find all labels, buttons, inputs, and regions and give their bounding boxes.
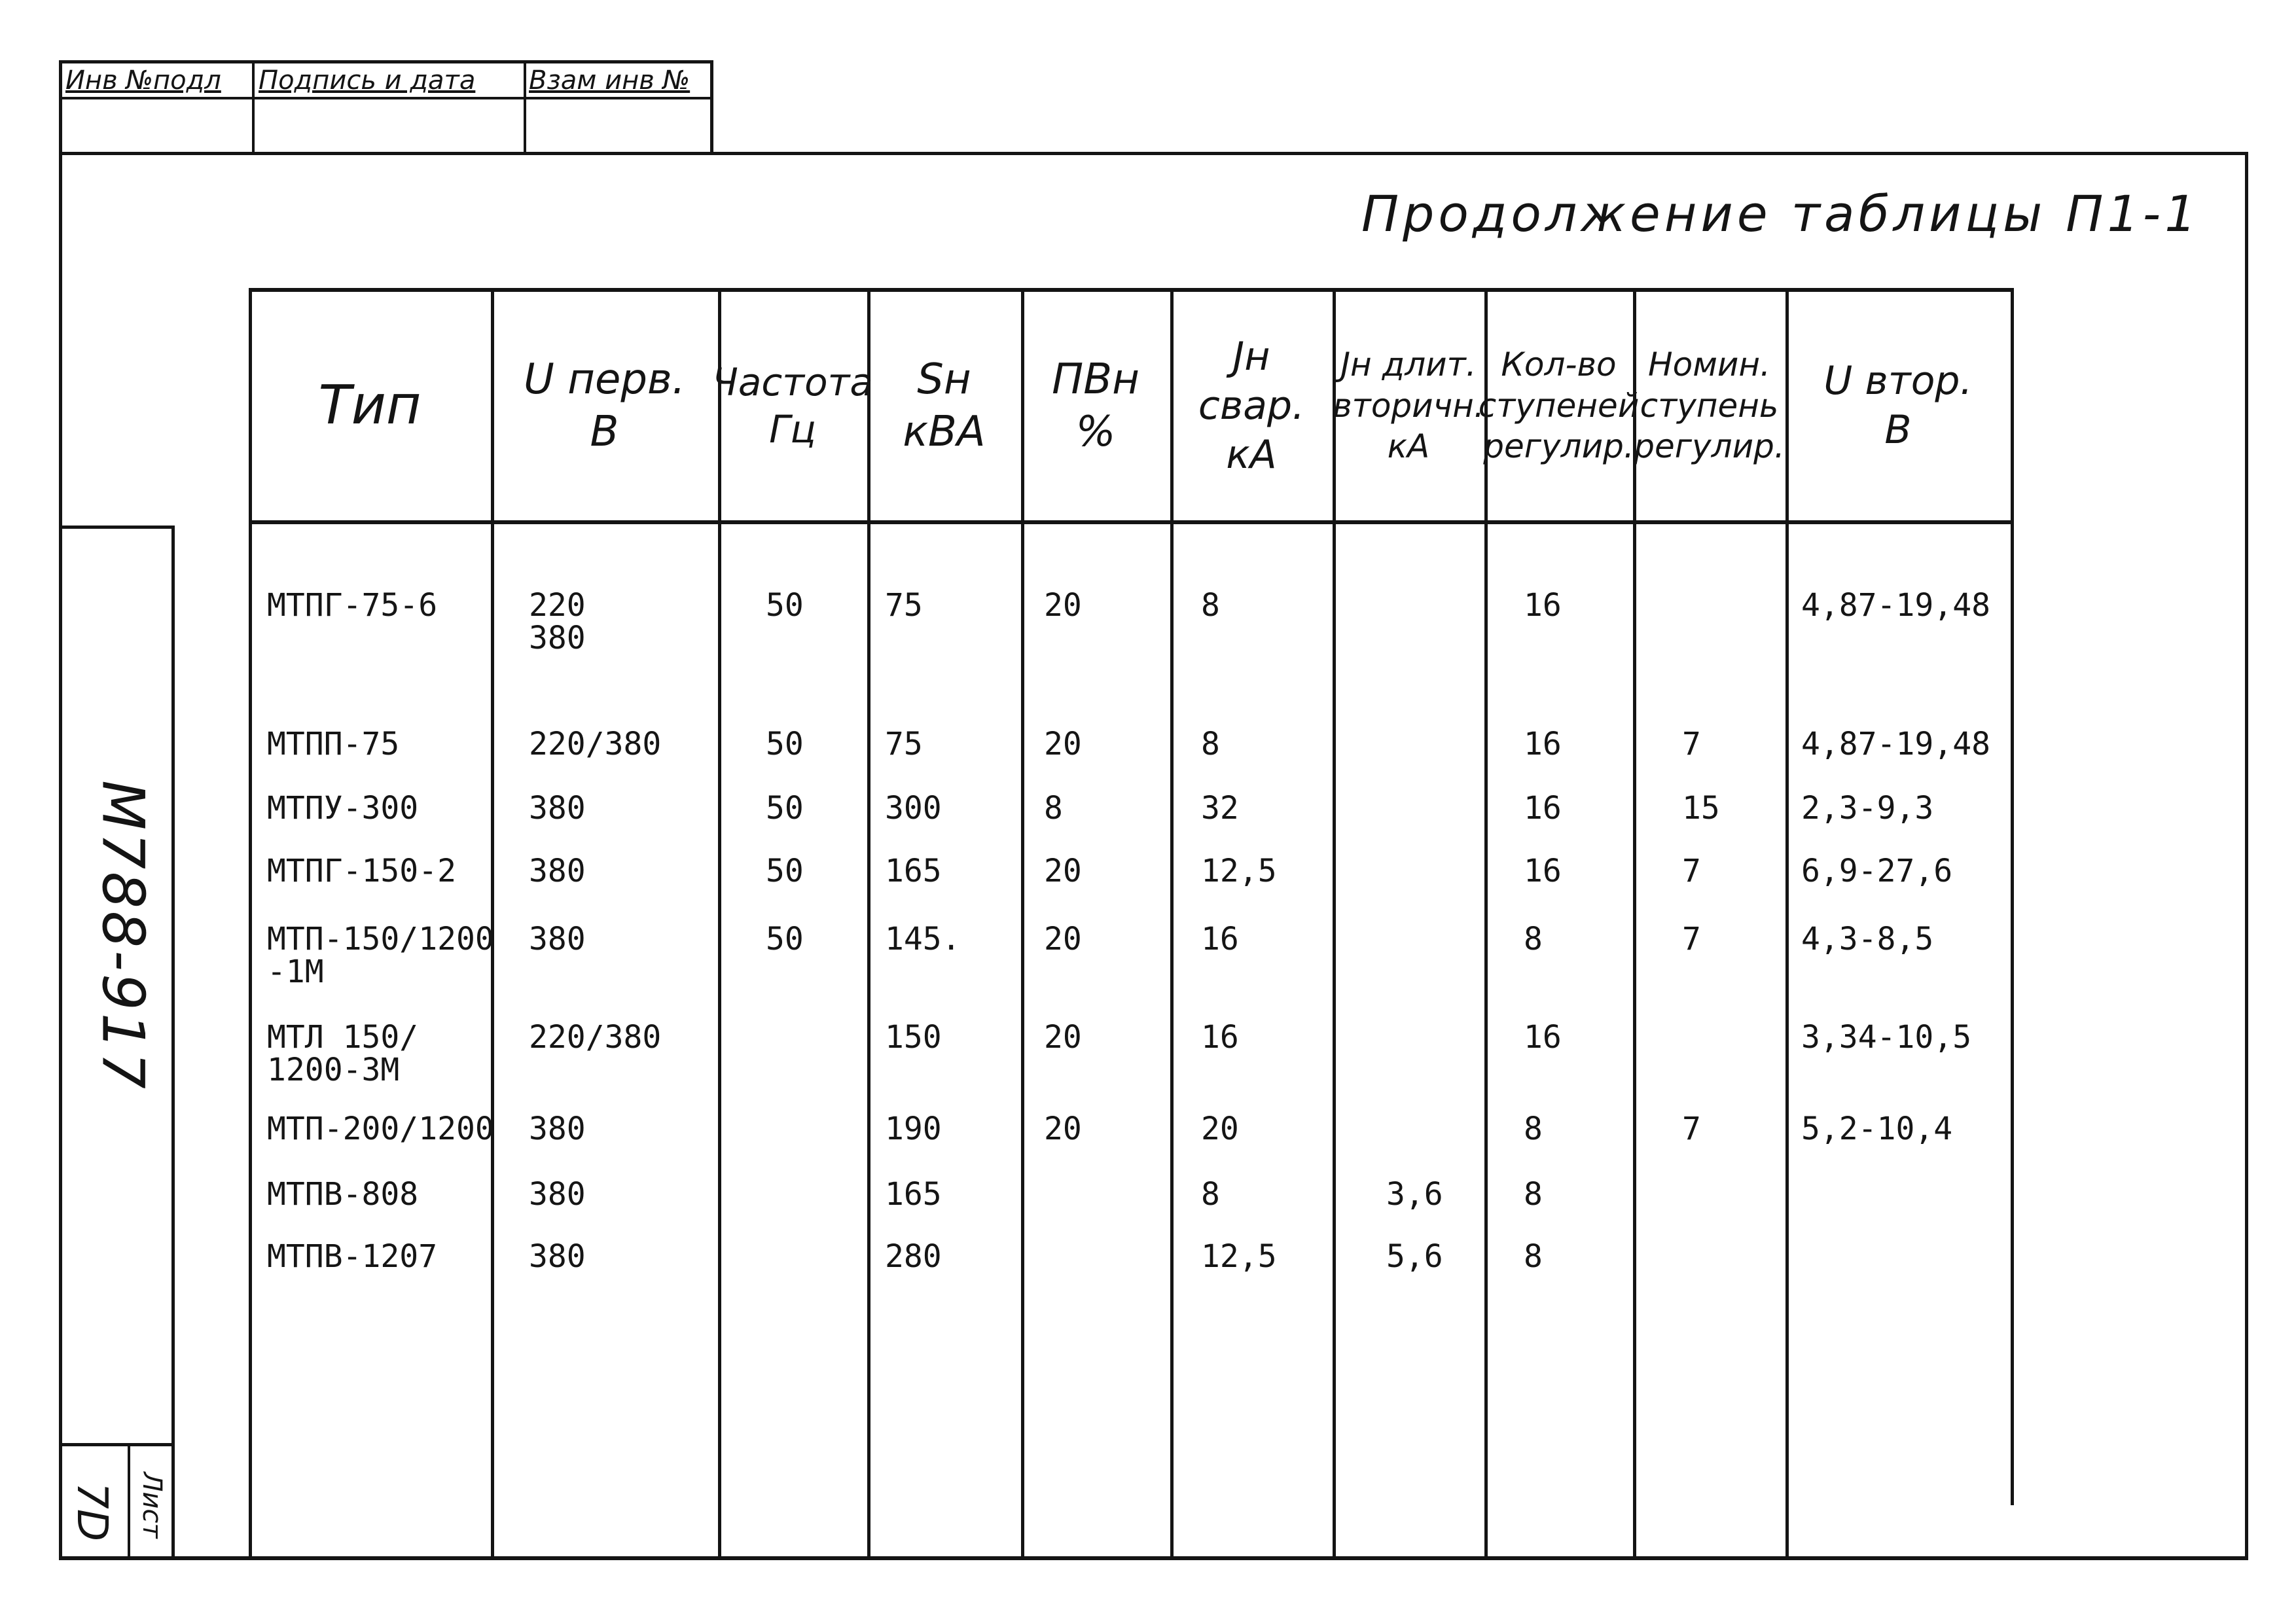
column-header-line: кА: [1387, 427, 1430, 466]
column-header-line: Частота: [712, 359, 873, 404]
sheet-label: Лист: [137, 1472, 167, 1539]
stamp-mid-line: [60, 97, 712, 99]
column-header-2: [712, 288, 873, 524]
table-column-line-10: [2011, 288, 2014, 1505]
cell-freq: 50: [766, 587, 804, 624]
cell-i-svar: 8: [1201, 1176, 1220, 1213]
cell-stupeney: 8: [1524, 1238, 1543, 1275]
cell-pv: 20: [1044, 853, 1082, 889]
cell-i-svar: 32: [1201, 790, 1239, 827]
sheet-box-top-line: [59, 1443, 173, 1446]
cell-i-svar: 16: [1201, 921, 1239, 957]
document-code: М788-917: [89, 780, 157, 1092]
column-header-1: [491, 288, 718, 524]
column-header-9: [1785, 288, 2011, 524]
cell-u-vtor: 6,9-27,6: [1801, 853, 1953, 889]
cell-nom-stupen: 7: [1682, 921, 1701, 957]
stamp-inv-podl-label: Инв №подл: [65, 65, 221, 96]
cell-stupeney: 16: [1524, 853, 1562, 889]
cell-u-vtor: 2,3-9,3: [1801, 790, 1934, 827]
cell-pv: 20: [1044, 921, 1082, 957]
column-header-line: кА: [1226, 431, 1277, 478]
cell-sn: 75: [885, 726, 923, 762]
cell-u-perv: 220 380: [529, 587, 586, 657]
column-header-line: ступень: [1640, 386, 1779, 425]
cell-nom-stupen: 7: [1682, 1111, 1701, 1147]
column-header-line: ступеней: [1478, 386, 1640, 425]
cell-sn: 150: [885, 1019, 942, 1056]
cell-stupeney: 16: [1524, 1019, 1562, 1056]
cell-sn: 190: [885, 1111, 942, 1147]
cell-u-perv: 380: [529, 1238, 586, 1275]
column-header-7: [1478, 288, 1640, 524]
cell-nom-stupen: 7: [1682, 853, 1701, 889]
stamp-replacement-inv-label: Взам инв №: [529, 65, 691, 96]
column-header-3: [867, 288, 1021, 524]
column-header-line: свар.: [1198, 382, 1305, 429]
column-header-5: [1170, 288, 1333, 524]
column-header-8: [1633, 288, 1785, 524]
side-strip-top-line: [59, 526, 173, 529]
stamp-divider-2: [524, 60, 526, 155]
column-header-line: Тип: [318, 374, 422, 437]
column-header-line: регулир.: [1634, 427, 1785, 466]
cell-u-vtor: 4,87-19,48: [1801, 587, 1990, 624]
cell-i-dlit: 5,6: [1386, 1238, 1443, 1275]
column-header-line: U перв.: [523, 355, 686, 404]
cell-pv: 20: [1044, 1019, 1082, 1056]
cell-i-svar: 12,5: [1201, 853, 1277, 889]
cell-sn: 165: [885, 1176, 942, 1213]
frame-bottom-line: [59, 1556, 2248, 1560]
cell-u-vtor: 5,2-10,4: [1801, 1111, 1953, 1147]
column-header-line: Jн: [1232, 333, 1270, 380]
cell-u-perv: 380: [529, 790, 586, 827]
cell-sn: 280: [885, 1238, 942, 1275]
cell-type: МТПП-75: [267, 726, 400, 762]
cell-u-perv: 380: [529, 853, 586, 889]
column-header-line: вторичн.: [1333, 386, 1484, 425]
stamp-divider-1: [252, 60, 255, 155]
cell-u-perv: 380: [529, 1176, 586, 1213]
cell-type: МТПУ-300: [267, 790, 419, 827]
cell-i-dlit: 3,6: [1386, 1176, 1443, 1213]
stamp-signature-date-label: Подпись и дата: [259, 65, 476, 96]
cell-sn: 165: [885, 853, 942, 889]
cell-u-perv: 220/380: [529, 726, 662, 762]
cell-i-svar: 12,5: [1201, 1238, 1277, 1275]
cell-sn: 145.: [885, 921, 961, 957]
cell-u-vtor: 3,34-10,5: [1801, 1019, 1972, 1056]
cell-u-vtor: 4,87-19,48: [1801, 726, 1990, 762]
side-strip-right-line: [171, 526, 175, 1558]
cell-i-svar: 8: [1201, 587, 1220, 624]
cell-type: МТЛ 150/ 1200-3М: [267, 1019, 419, 1089]
cell-sn: 75: [885, 587, 923, 624]
cell-nom-stupen: 7: [1682, 726, 1701, 762]
cell-stupeney: 16: [1524, 790, 1562, 827]
cell-pv: 8: [1044, 790, 1063, 827]
column-header-line: В: [1884, 407, 1912, 453]
cell-stupeney: 8: [1524, 1176, 1543, 1213]
cell-type: МТПГ-150-2: [267, 853, 456, 889]
column-header-6: [1333, 288, 1484, 524]
column-header-line: %: [1075, 408, 1116, 456]
column-header-0: [249, 288, 491, 524]
cell-i-svar: 8: [1201, 726, 1220, 762]
cell-u-perv: 380: [529, 1111, 586, 1147]
cell-stupeney: 8: [1524, 1111, 1543, 1147]
column-header-line: Номин.: [1648, 346, 1770, 384]
cell-freq: 50: [766, 790, 804, 827]
stamp-right-line: [710, 60, 713, 155]
cell-pv: 20: [1044, 726, 1082, 762]
cell-type: МТПВ-1207: [267, 1238, 438, 1275]
frame-top-line: [59, 152, 2248, 155]
cell-freq: 50: [766, 726, 804, 762]
column-header-line: U втор.: [1823, 358, 1973, 404]
stamp-left-line: [59, 60, 62, 155]
cell-u-perv: 220/380: [529, 1019, 662, 1056]
page-title: Продолжение таблицы П1-1: [1361, 185, 2200, 243]
cell-type: МТП-200/1200: [267, 1111, 494, 1147]
cell-freq: 50: [766, 853, 804, 889]
cell-type: МТП-150/1200 -1М: [267, 921, 494, 991]
column-header-line: Jн длит.: [1340, 346, 1477, 384]
cell-stupeney: 8: [1524, 921, 1543, 957]
cell-i-svar: 20: [1201, 1111, 1239, 1147]
cell-type: МТПГ-75-6: [267, 587, 438, 624]
cell-sn: 300: [885, 790, 942, 827]
cell-stupeney: 16: [1524, 726, 1562, 762]
cell-u-perv: 380: [529, 921, 586, 957]
frame-left-line: [59, 152, 62, 1558]
cell-stupeney: 16: [1524, 587, 1562, 624]
sheet-box-divider: [128, 1443, 130, 1558]
column-header-line: регулир.: [1483, 427, 1634, 466]
cell-nom-stupen: 15: [1682, 790, 1720, 827]
column-header-line: Sн: [917, 355, 971, 404]
cell-u-vtor: 4,3-8,5: [1801, 921, 1934, 957]
cell-pv: 20: [1044, 587, 1082, 624]
column-header-line: ПВн: [1052, 355, 1139, 404]
column-header-line: кВА: [903, 408, 986, 456]
cell-i-svar: 16: [1201, 1019, 1239, 1056]
cell-type: МТПВ-808: [267, 1176, 419, 1213]
column-header-line: Гц: [769, 407, 816, 452]
column-header-line: В: [590, 408, 619, 456]
frame-right-line: [2245, 152, 2248, 1558]
column-header-4: [1021, 288, 1170, 524]
stamp-top-line: [60, 60, 712, 63]
column-header-line: Кол-во: [1501, 346, 1617, 384]
sheet-number: 7D: [67, 1482, 116, 1541]
cell-pv: 20: [1044, 1111, 1082, 1147]
cell-freq: 50: [766, 921, 804, 957]
